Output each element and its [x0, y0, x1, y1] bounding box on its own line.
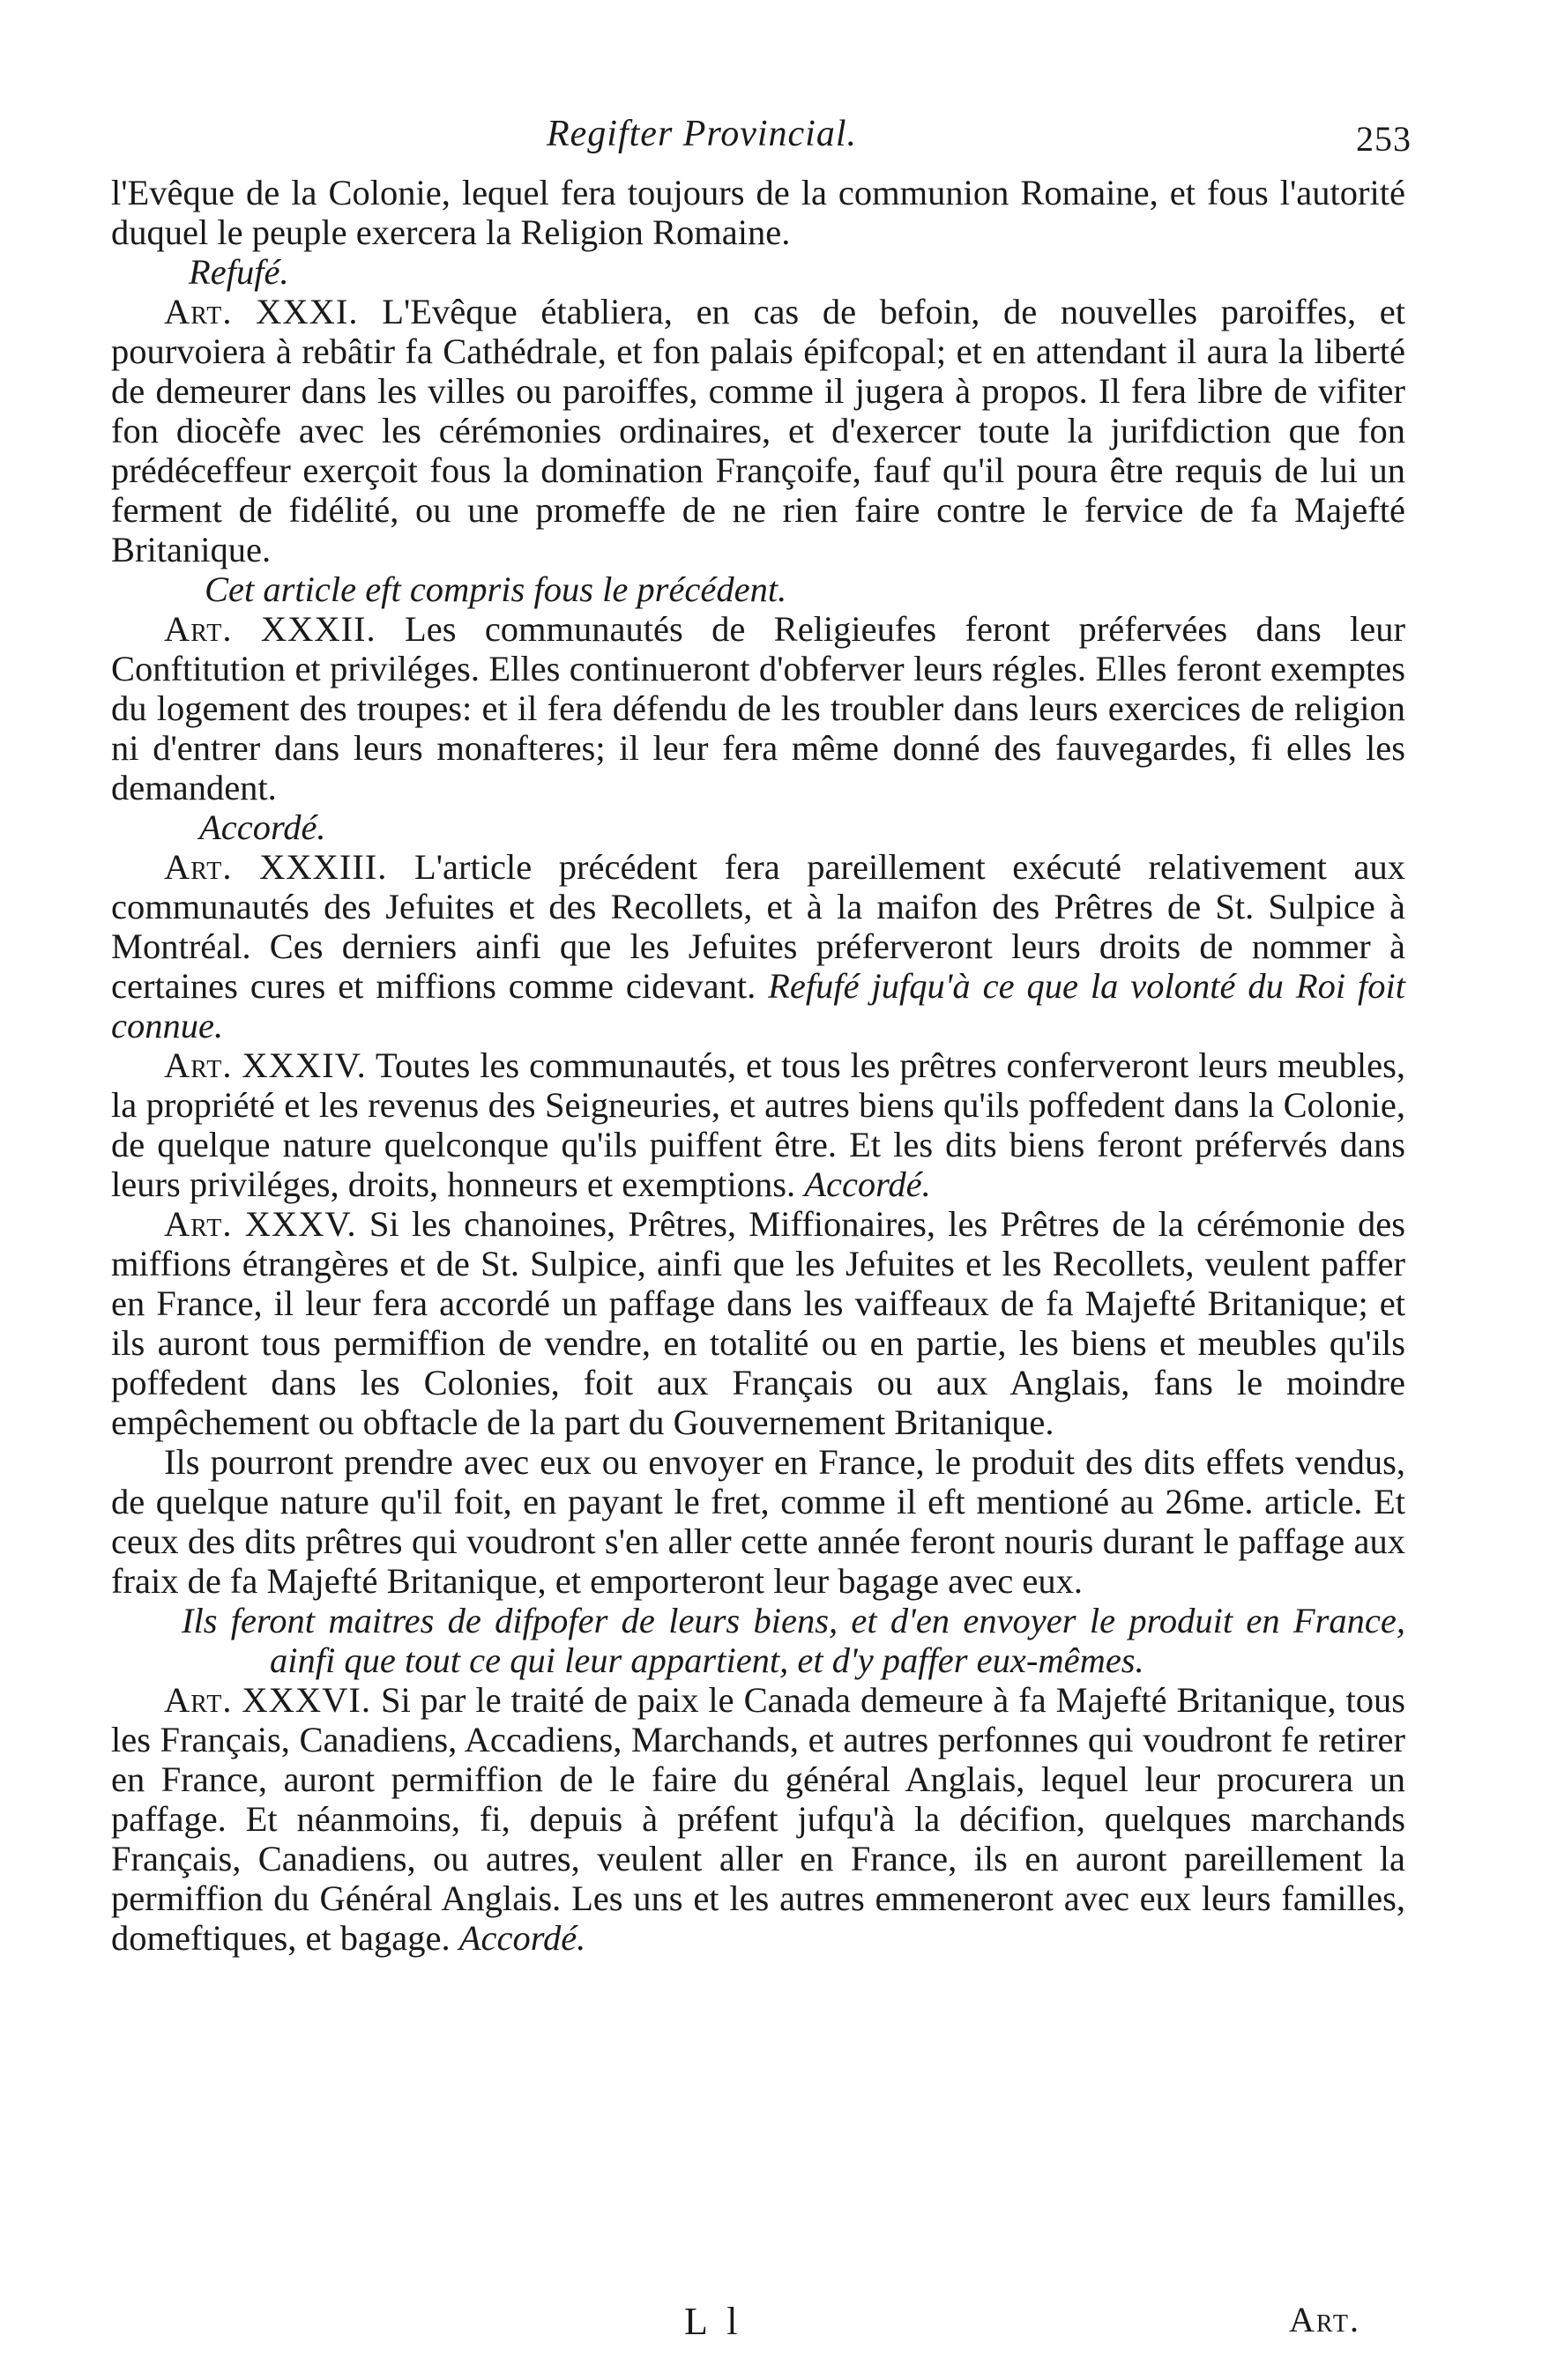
article-text: Si les chanoines, Prêtres, Miffionaires, les Prêtres de la cérémonie des miffions étrangères et de St. Sulpice, ainfi que les Jefuites et les Recollets, veulent paffer en France, il leur fera accordé un paffage dans les vaiffeaux de fa Majefté Britanique; et ils auront tous permiffion de vendre, en totalité ou en partie, les biens et meubles qu'ils poffedent dans les Colonies, foit aux Français ou aux Anglais, fans le moindre empêchement ou obftacle de la part du Gouvernement Britanique. — [111, 1204, 1405, 1442]
response-article-31: Cet article eft compris fous le précédent. — [205, 569, 787, 609]
article-text: Les communautés de Religieufes feront préfervées dans leur Conftitution et priviléges. Elles continueront d'obferver leurs régles. Elles feront exemptes du logement des troupes: et il fera défendu de les troubler dans leurs exercices de religion ni d'entrer dans leurs monafteres; il leur fera même donné des fauvegardes, fi elles les demandent. — [111, 609, 1406, 807]
article-text: L'article précédent fera pareillement exécuté relativement aux communautés des Jefuites et des Recollets, et à la maifon des Prêtres de St. Sulpice à Montréal. Ces derniers ainfi que les Jefuites préferveront leurs droits de nommer à certaines cures et miffions comme cidevant. — [111, 847, 1406, 1006]
body-text — [111, 173, 1405, 1958]
article-number: XXXVI. — [242, 1680, 372, 1720]
article-label: Art. — [164, 292, 233, 331]
page-footer — [0, 2299, 1542, 2352]
article-number: XXXIII. — [259, 847, 388, 887]
response-article-36: Accordé. — [458, 1918, 586, 1958]
paragraph-article-30-continuation: l'Evêque de la Colonie, lequel fera toujours de la communion Romaine, et fous l'autorité duquel le peuple exercera la Religion Romaine. — [111, 173, 1405, 252]
running-title: Regifter Provincial. — [547, 114, 858, 154]
article-label: Art. — [164, 847, 233, 887]
article-number: XXXI. — [256, 292, 359, 331]
catchword: Art. — [1289, 2300, 1360, 2339]
article-label: Art. — [164, 609, 233, 649]
article-label: Art. — [164, 1204, 233, 1244]
paragraph-article-31 — [111, 292, 1405, 569]
paragraph-article-35-continued: Ils pourront prendre avec eux ou envoyer en France, le produit des dits effets vendus, de quelque nature qu'il foit, en payant le fret, comme il eft mentioné au 26me. article. Et ceux des dits prêtres qui voudront s'en aller cette année feront nouris durant le paffage aux fraix de fa Majefté Britanique, et emporteront leur bagage avec eux. — [111, 1442, 1405, 1601]
response-article-33: Refufé jufqu'à ce que la volonté du Roi foit connue. — [111, 966, 1406, 1045]
paragraph-article-34 — [111, 1045, 1405, 1204]
article-text: Toutes les communautés, et tous les prêtres conferveront leurs meubles, la propriété et les revenus des Seigneuries, et autres biens qu'ils poffedent dans la Colonie, de quelque nature quelconque qu'ils puiffent être. Et les dits biens feront préfervés dans leurs priviléges, droits, honneurs et exemptions. — [111, 1045, 1405, 1204]
article-text: Si par le traité de paix le Canada demeure à fa Majefté Britanique, tous les Français, Canadiens, Accadiens, Marchands, et autres perfonnes qui voudront fe retirer en France, auront permiffion de le faire du général Anglais, lequel leur procurera un paffage. Et néanmoins, fi, depuis à préfent jufqu'à la décifion, quelques marchands Français, Canadiens, ou autres, veulent aller en France, ils en auront pareillement la permiffion du Général Anglais. Les uns et les autres emmeneront avec eux leurs familles, domeftiques, et bagage. — [111, 1680, 1406, 1958]
article-label: Art. — [164, 1680, 233, 1720]
article-number: XXXIV. — [242, 1045, 367, 1085]
response-article-34: Accordé. — [804, 1164, 931, 1204]
article-label: Art. — [164, 1045, 233, 1085]
signature-mark: L l — [684, 2300, 743, 2343]
article-number: XXXII. — [260, 609, 376, 649]
article-text: L'Evêque établiera, en cas de befoin, de nouvelles paroiffes, et pourvoiera à rebâtir fa Cathédrale, et fon palais épifcopal; et en attendant il aura la liberté de demeurer dans les villes ou paroiffes, comme il jugera à propos. Il fera libre de vifiter fon diocèfe avec les cérémonies ordinaires, et d'exercer toute la jurifdiction que fon prédéceffeur exerçoit fous la domination Françoife, fauf qu'il poura être requis de lui un ferment de fidélité, ou une promeffe de ne rien faire contre le fervice de fa Majefté Britanique. — [111, 292, 1406, 569]
paragraph-article-36 — [111, 1680, 1405, 1958]
response-article-30: Refufé. — [189, 252, 289, 292]
paragraph-article-32 — [111, 609, 1405, 807]
response-article-32: Accordé. — [199, 807, 326, 847]
page-number: 253 — [1356, 119, 1412, 159]
article-number: XXXV. — [244, 1204, 357, 1244]
running-head — [0, 113, 1542, 166]
response-article-35: Ils feront maitres de difpofer de leurs biens, et d'en envoyer le produit en France, ainfi que tout ce qui leur appartient, et d'y paffer eux-mêmes. — [182, 1601, 1405, 1680]
paragraph-article-33 — [111, 847, 1405, 1045]
paragraph-article-35 — [111, 1204, 1405, 1442]
